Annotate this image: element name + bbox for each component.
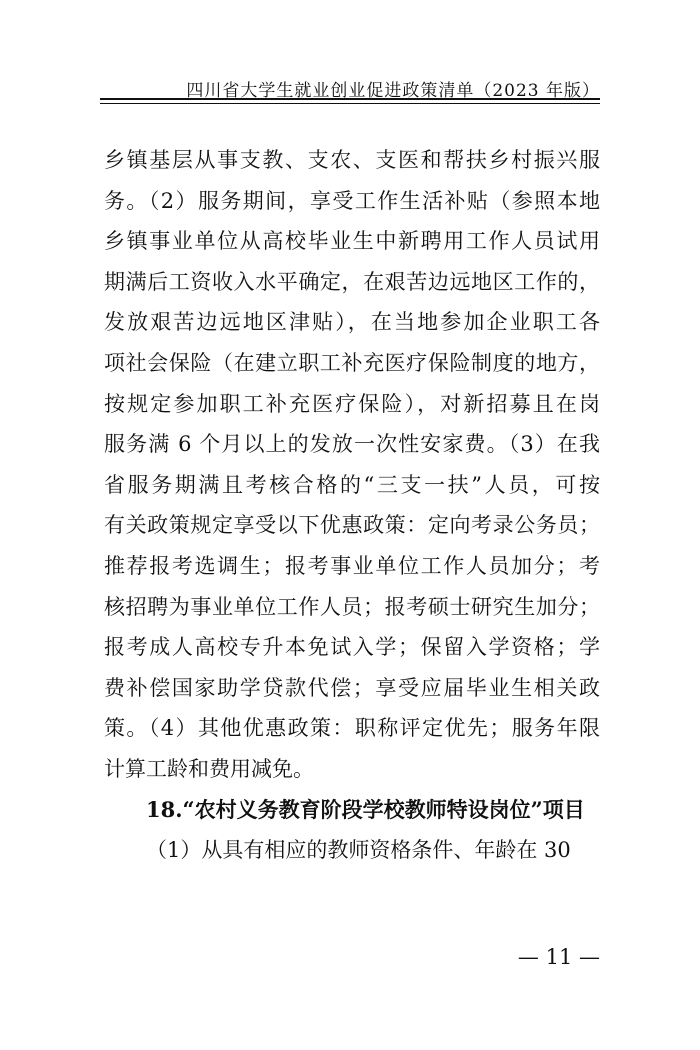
text-line: 策。（4）其他优惠政策：职称评定优先；服务年限	[104, 716, 600, 741]
text-line: 乡镇基层从事支教、支农、支医和帮扶乡村振兴服	[104, 148, 600, 172]
text-line: 按规定参加职工补充医疗保险），对新招募且在岗	[104, 391, 600, 416]
text-line: 务。（2）服务期间，享受工作生活补贴（参照本地	[104, 188, 600, 213]
document-body	[104, 140, 600, 871]
text-line: 服务满 6 个月以上的发放一次性安家费。（3）在我	[104, 432, 600, 457]
header-rule-thin	[100, 103, 600, 104]
running-header: 四川省大学生就业创业促进政策清单（2023 年版）	[186, 81, 600, 101]
page-number: — 11 —	[517, 945, 600, 969]
section-heading: 18.“农村义务教育阶段学校教师特设岗位”项目	[146, 796, 585, 822]
text-line: 计算工龄和费用减免。	[104, 756, 314, 781]
text-line: 项社会保险（在建立职工补充医疗保险制度的地方，	[104, 350, 600, 375]
text-line: 核招聘为事业单位工作人员；报考硕士研究生加分；	[104, 594, 600, 619]
text-line: 有关政策规定享受以下优惠政策：定向考录公务员；	[104, 513, 600, 538]
header-rule-thick	[100, 98, 600, 100]
text-line: 乡镇事业单位从高校毕业生中新聘用工作人员试用	[104, 229, 600, 254]
text-line: 发放艰苦边远地区津贴），在当地参加企业职工各	[104, 310, 600, 335]
text-line: 推荐报考选调生；报考事业单位工作人员加分；考	[104, 553, 600, 578]
text-line: 期满后工资收入水平确定，在艰苦边远地区工作的，	[104, 269, 600, 294]
text-line: 报考成人高校专升本免试入学；保留入学资格；学	[104, 635, 600, 660]
text-line: 费补偿国家助学贷款代偿；享受应届毕业生相关政	[104, 675, 600, 700]
text-line: （1）从具有相应的教师资格条件、年龄在 30	[146, 838, 571, 863]
text-line: 省服务期满且考核合格的“三支一扶”人员，可按	[104, 472, 600, 497]
